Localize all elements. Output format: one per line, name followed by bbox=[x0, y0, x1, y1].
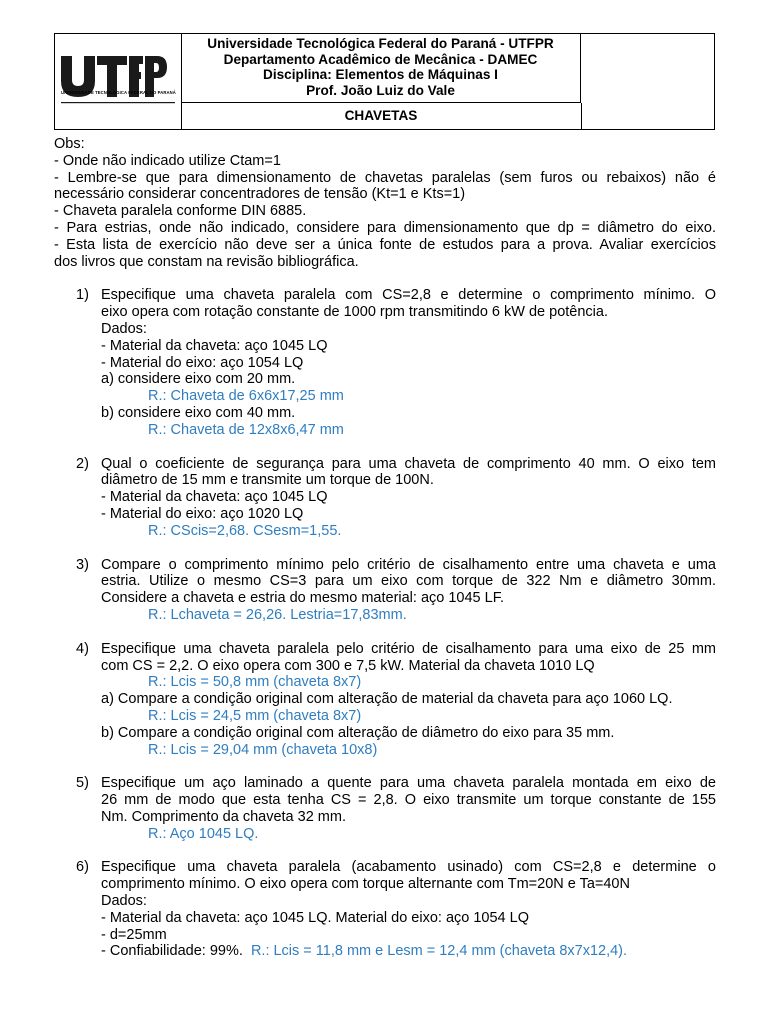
header-empty-cell bbox=[581, 34, 714, 129]
question-text: Dados: bbox=[101, 893, 147, 910]
question-text: - Material do eixo: aço 1054 LQ bbox=[101, 354, 304, 371]
question-text-with-answer bbox=[101, 943, 716, 960]
answer-text: R.: Chaveta de 12x8x6,47 mm bbox=[148, 421, 344, 438]
document-header bbox=[54, 33, 715, 130]
obs-item: - Esta lista de exercício não deve ser a única fonte de estudos para a prova. Avaliar exercícios bbox=[54, 236, 716, 253]
answer-text: R.: Lcis = 29,04 mm (chaveta 10x8) bbox=[148, 741, 378, 758]
question-number: 1) bbox=[76, 287, 89, 304]
answer-text: R.: Lcis = 24,5 mm (chaveta 8x7) bbox=[148, 707, 362, 724]
logo-caption: UNIVERSIDADE TECNOLÓGICA FEDERAL DO PARANÁ bbox=[61, 90, 176, 95]
question-text: comprimento mínimo. O eixo opera com torque alternante com Tm=20N e Ta=40N bbox=[101, 876, 630, 893]
question-text: - Confiabilidade: 99%. bbox=[101, 943, 243, 960]
answer-text: R.: Lchaveta = 26,26. Lestria=17,83mm. bbox=[148, 606, 407, 623]
department-name: Departamento Acadêmico de Mecânica - DAMEC bbox=[223, 51, 538, 67]
obs-item: - Para estrias, onde não indicado, considere para dimensionamento que dp = diâmetro do eixo. bbox=[54, 219, 716, 236]
question-text: Nm. Comprimento da chaveta 32 mm. bbox=[101, 808, 346, 825]
course-name: Disciplina: Elementos de Máquinas I bbox=[263, 67, 498, 82]
obs-item: - Lembre-se que para dimensionamento de chavetas paralelas (sem furos ou rebaixos) não é bbox=[54, 169, 716, 186]
question-text: - Material do eixo: aço 1020 LQ bbox=[101, 505, 304, 522]
obs-item: - Onde não indicado utilize Ctam=1 bbox=[54, 152, 281, 169]
question-text: estria. Utilize o mesmo CS=3 para um eixo com torque de 322 Nm e diâmetro 30mm. bbox=[101, 573, 716, 590]
question-2 bbox=[54, 456, 716, 540]
question-text: diâmetro de 15 mm e transmite um torque de 100N. bbox=[101, 472, 434, 489]
obs-title: Obs: bbox=[54, 136, 85, 152]
question-5 bbox=[54, 775, 716, 842]
question-text: - Material da chaveta: aço 1045 LQ bbox=[101, 337, 328, 354]
question-text: Dados: bbox=[101, 320, 147, 337]
question-text: b) considere eixo com 40 mm. bbox=[101, 404, 296, 421]
question-text: b) Compare a condição original com alteração de diâmetro do eixo para 35 mm. bbox=[101, 724, 615, 741]
answer-text: R.: CScis=2,68. CSesm=1,55. bbox=[148, 522, 342, 539]
question-text: Qual o coeficiente de segurança para uma chaveta de comprimento 40 mm. O eixo tem bbox=[101, 455, 716, 472]
question-text: - Material da chaveta: aço 1045 LQ bbox=[101, 489, 328, 506]
question-4 bbox=[54, 641, 716, 759]
utfpr-logo bbox=[59, 52, 177, 114]
obs-item: necessário considerar concentradores de tensão (Kt=1 e Kts=1) bbox=[54, 186, 466, 203]
answer-text: R.: Chaveta de 6x6x17,25 mm bbox=[148, 388, 344, 405]
logo-cell bbox=[55, 34, 182, 129]
question-text: Considere a chaveta e estria do mesmo material: aço 1045 LF. bbox=[101, 590, 504, 607]
question-text: - Material da chaveta: aço 1045 LQ. Material do eixo: aço 1054 LQ bbox=[101, 909, 529, 926]
question-number: 2) bbox=[76, 455, 89, 472]
answer-text: R.: Lcis = 11,8 mm e Lesm = 12,4 mm (chaveta 8x7x12,4). bbox=[250, 943, 628, 960]
question-text: Compare o comprimento mínimo pelo critério de cisalhamento entre uma chaveta e uma bbox=[101, 556, 716, 573]
question-3 bbox=[54, 557, 716, 624]
header-title-block bbox=[181, 34, 581, 103]
question-text: - d=25mm bbox=[101, 926, 167, 943]
question-number: 6) bbox=[76, 859, 89, 876]
question-number: 5) bbox=[76, 775, 89, 792]
question-text: a) Compare a condição original com alteração de material da chaveta para aço 1060 LQ. bbox=[101, 691, 673, 708]
question-number: 4) bbox=[76, 640, 89, 657]
document-body bbox=[54, 136, 716, 960]
question-1 bbox=[54, 287, 716, 438]
question-6 bbox=[54, 859, 716, 960]
answer-text: R.: Lcis = 50,8 mm (chaveta 8x7) bbox=[148, 674, 362, 691]
university-name: Universidade Tecnológica Federal do Paraná - UTFPR bbox=[207, 36, 554, 51]
question-text: Especifique uma chaveta paralela pelo critério de cisalhamento para uma eixo de 25 mm bbox=[101, 640, 716, 657]
question-text: 26 mm de modo que esta tenha CS = 2,8. O eixo transmite um torque constante de 155 bbox=[101, 792, 716, 809]
question-text: com CS = 2,2. O eixo opera com 300 e 7,5 kW. Material da chaveta 1010 LQ bbox=[101, 657, 595, 674]
obs-item: - Chaveta paralela conforme DIN 6885. bbox=[54, 203, 307, 220]
question-text: eixo opera com rotação constante de 1000 rpm transmitindo 6 kW de potência. bbox=[101, 304, 608, 321]
question-text: Especifique um aço laminado a quente para uma chaveta paralela montada em eixo de bbox=[101, 775, 716, 792]
question-text: a) considere eixo com 20 mm. bbox=[101, 371, 296, 388]
question-text: Especifique uma chaveta paralela com CS=2,8 e determine o comprimento mínimo. O bbox=[101, 287, 716, 304]
question-number: 3) bbox=[76, 556, 89, 573]
document-subtitle: CHAVETAS bbox=[181, 103, 582, 129]
question-text: Especifique uma chaveta paralela (acabamento usinado) com CS=2,8 e determine o bbox=[101, 859, 716, 876]
obs-item: dos livros que constam na revisão bibliográfica. bbox=[54, 253, 359, 270]
professor-name: Prof. João Luiz do Vale bbox=[306, 82, 455, 98]
answer-text: R.: Aço 1045 LQ. bbox=[148, 825, 259, 842]
